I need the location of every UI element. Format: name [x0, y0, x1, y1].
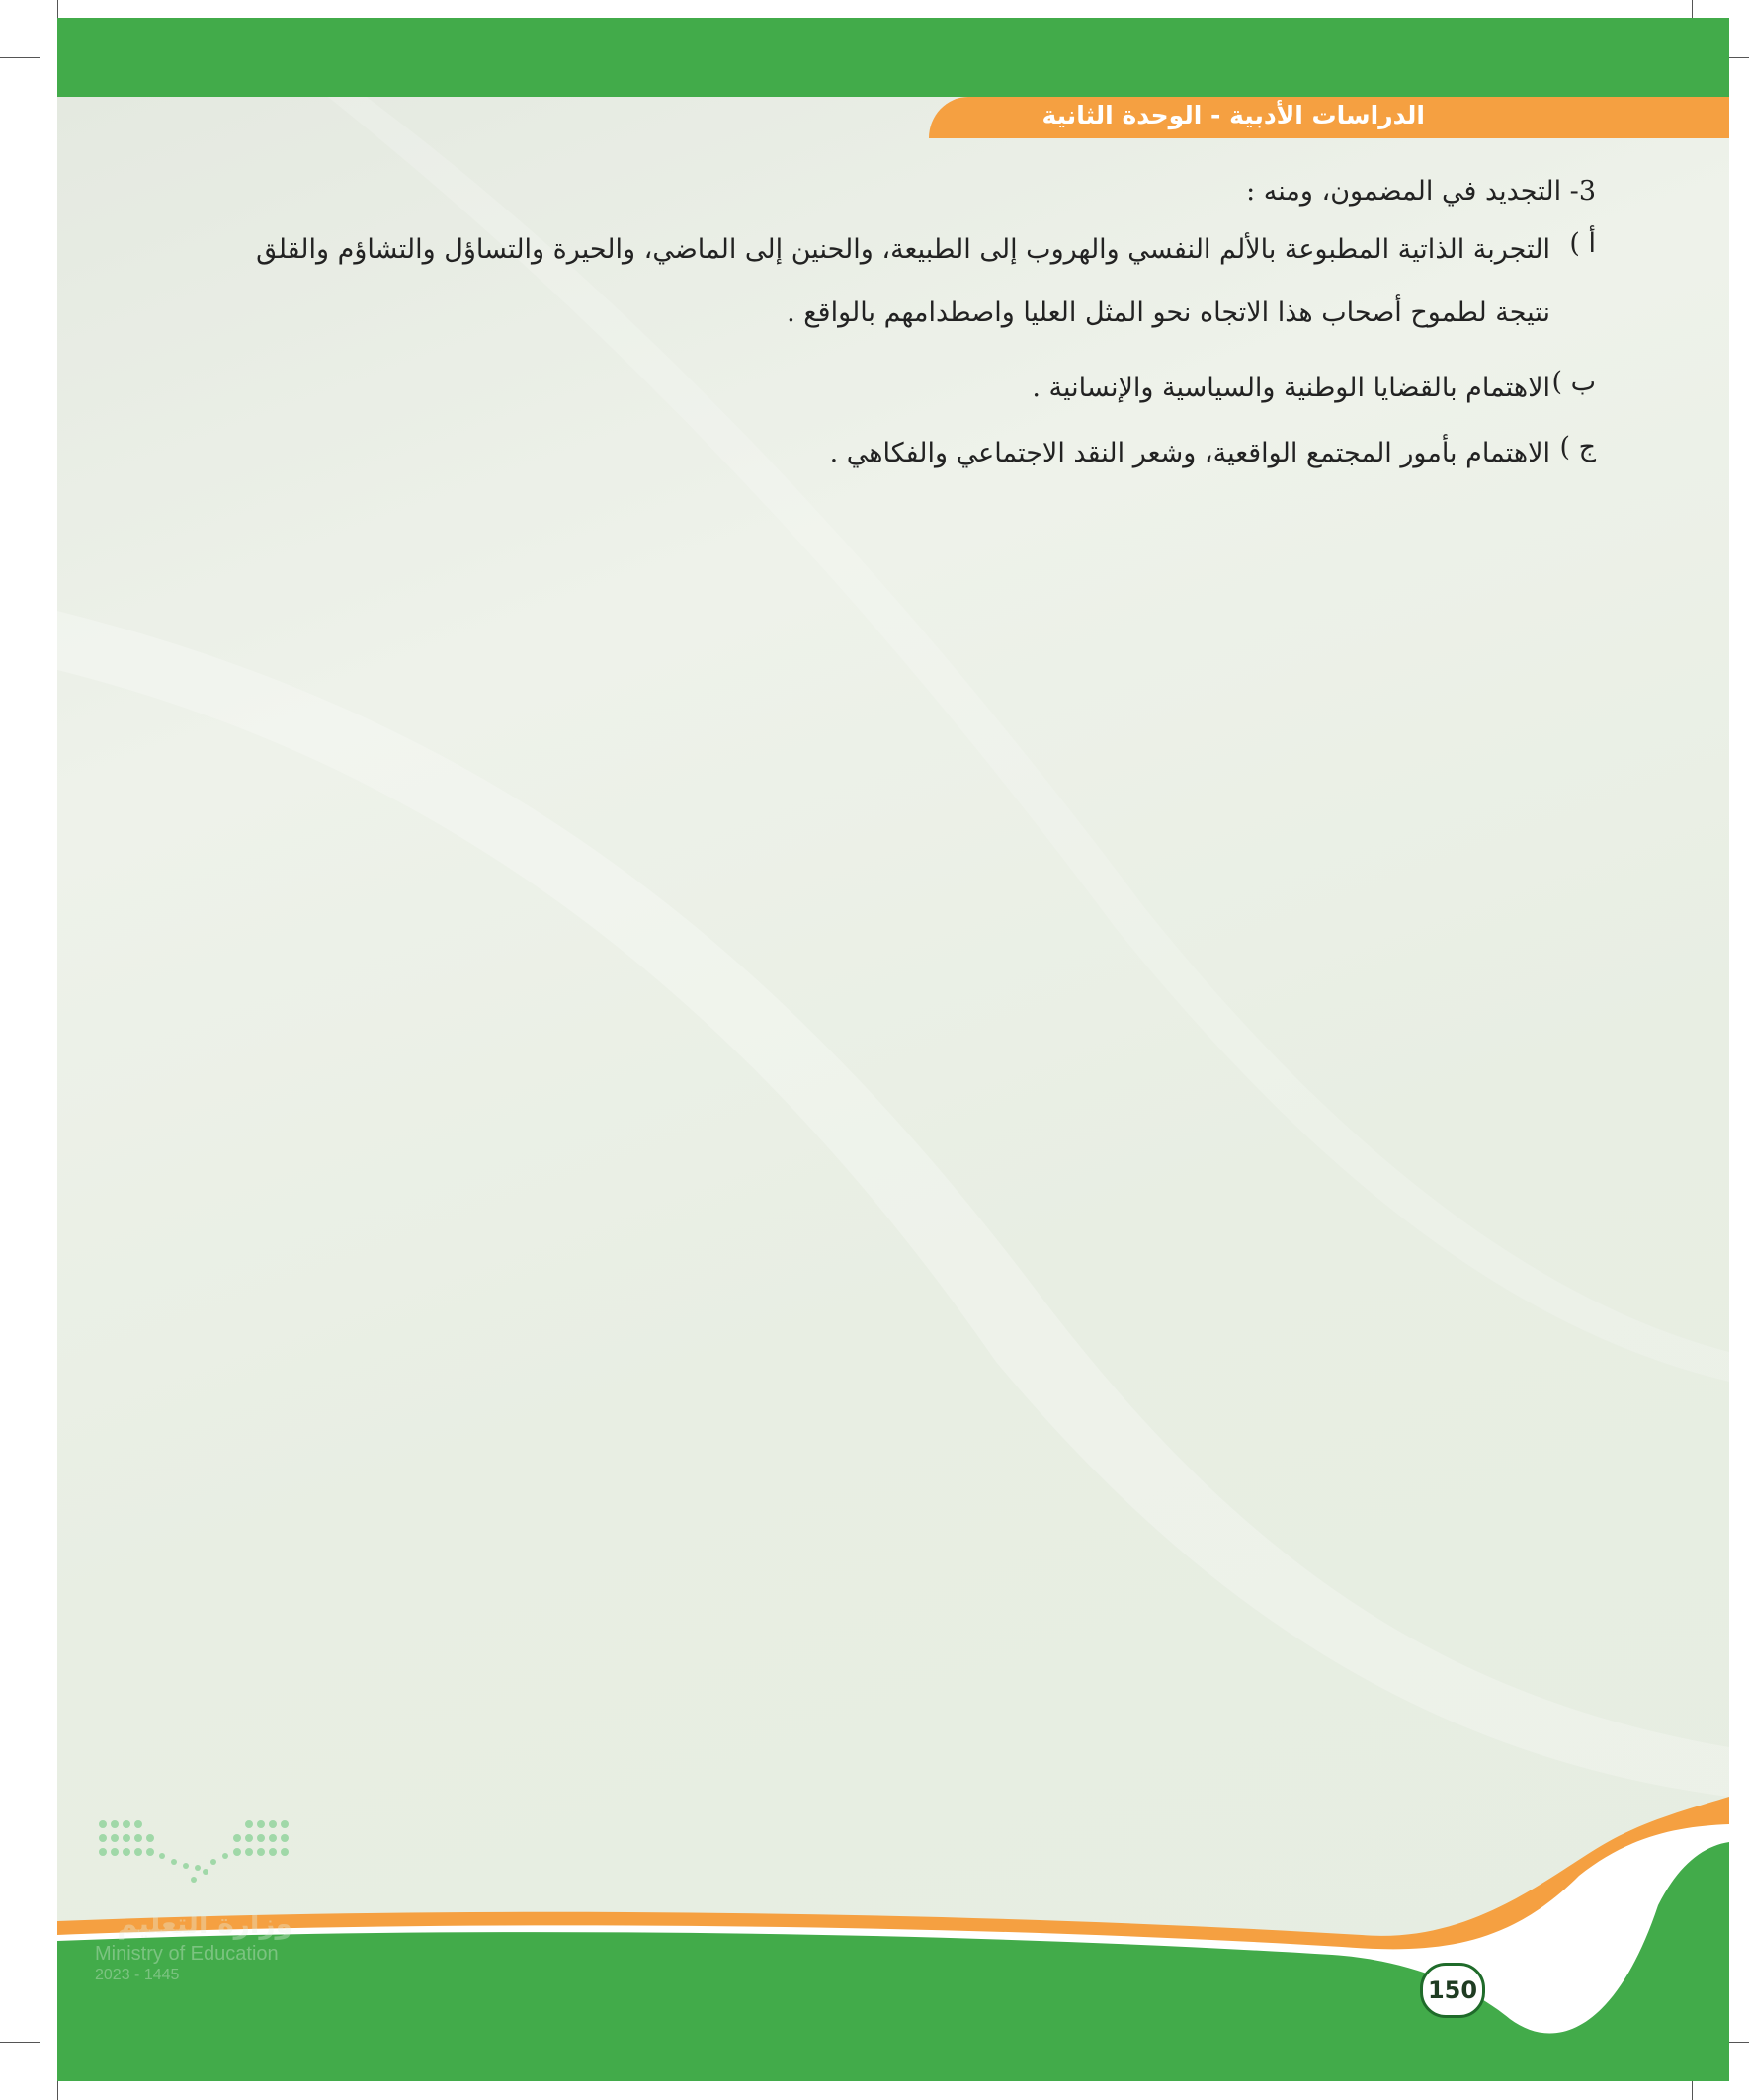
logo-arabic-text: وزارة التعليم — [117, 1907, 292, 1940]
ministry-logo — [95, 1816, 292, 1994]
section-heading: 3- التجديد في المضمون، ومنه : — [1246, 176, 1596, 207]
footer-wave — [57, 1797, 1729, 2081]
logo-year-text: 2023 - 1445 — [95, 1967, 180, 1983]
top-green-band — [57, 18, 1729, 97]
list-item — [232, 228, 1596, 345]
list-item-text: التجربة الذاتية المطبوعة بالألم النفسي والهروب إلى الطبيعة، والحنين إلى الماضي، والحيرة والتساؤل والتشاؤم والقلق نتيجة لطموح أصحاب هذا الاتجاه نحو المثل العليا واصطدامهم بالواقع . — [256, 234, 1550, 328]
list-marker: ج ) — [1559, 432, 1596, 462]
logo-dots-icon — [95, 1816, 292, 1895]
list-item-text: الاهتمام بأمور المجتمع الواقعية، وشعر النقد الاجتماعي والفكاهي . — [829, 438, 1550, 468]
crop-mark — [0, 2042, 40, 2043]
list-item — [232, 432, 1596, 475]
logo-english-text: Ministry of Education — [95, 1943, 279, 1965]
main-content — [232, 176, 1596, 497]
page-number: 150 — [1420, 1963, 1485, 2018]
list-item — [232, 367, 1596, 410]
list-item-text: الاهتمام بالقضايا الوطنية والسياسية والإنسانية . — [1032, 373, 1550, 403]
crop-mark — [0, 57, 40, 58]
list-marker: أ ) — [1569, 228, 1596, 259]
list-marker: ب ) — [1551, 367, 1596, 397]
header-title: الدراسات الأدبية - الوحدة الثانية — [1041, 101, 1425, 129]
